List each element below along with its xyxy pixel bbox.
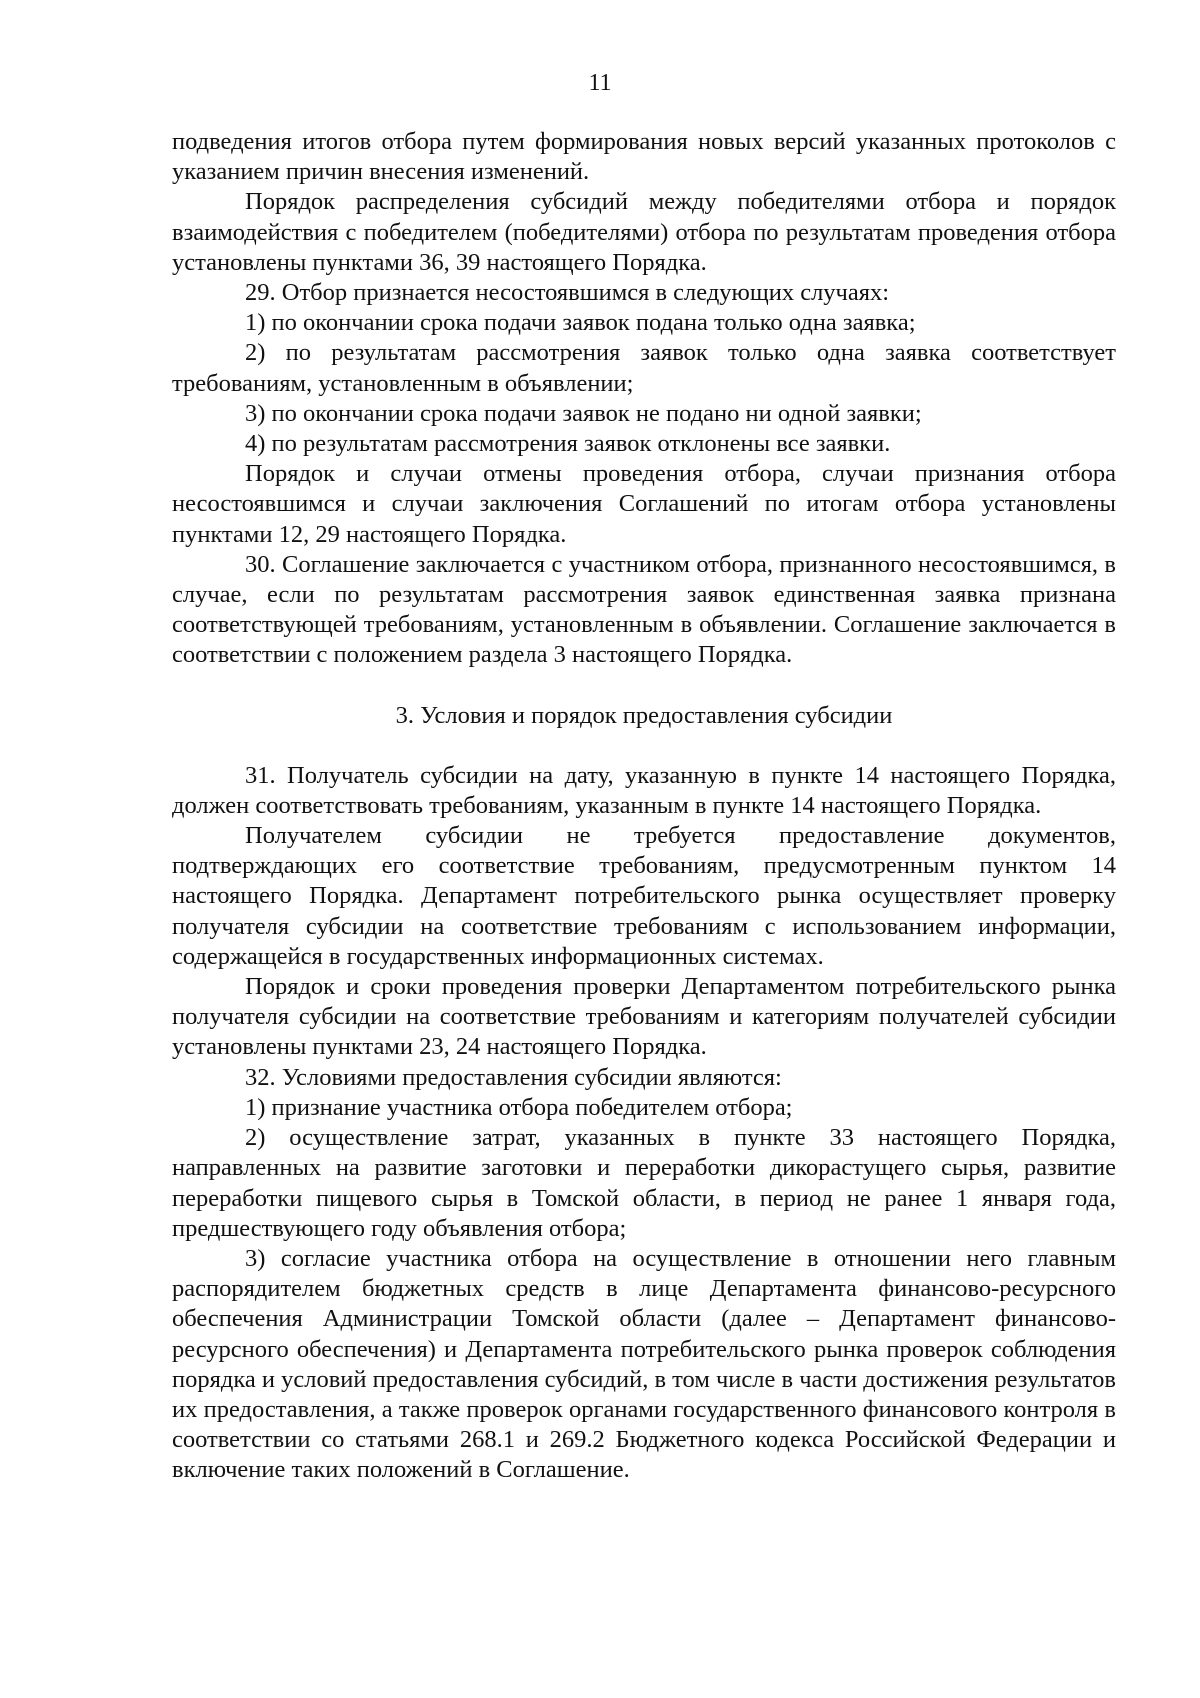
list-item: 1) признание участника отбора победителем отбора;: [245, 1093, 793, 1121]
section-heading: 3. Условия и порядок предоставления субсидии: [395, 701, 893, 729]
page-number: 11: [588, 70, 612, 96]
paragraph: Порядок и сроки проведения проверки Департаментом потребительского рынка получателя субсидии на соответствие требованиям и категориям получателей субсидии установлены пунктами 23, 24 настоящего Порядка.: [172, 973, 1116, 1061]
list-item: 1) по окончании срока подачи заявок подана только одна заявка;: [245, 309, 916, 337]
paragraph: Порядок распределения субсидий между победителями отбора и порядок взаимодействия с победителем (победителями) отбора по результатам проведения отбора установлены пунктами 36, 39 настоящего Порядка.: [172, 188, 1116, 276]
list-item: 2) осуществление затрат, указанных в пункте 33 настоящего Порядка, направленных на развитие заготовки и переработки дикорастущего сырья, развитие переработки пищевого сырья в Томской области, в период не ранее 1 января года, предшествующего году объявления отбора;: [172, 1124, 1116, 1242]
paragraph: Порядок и случаи отмены проведения отбора, случаи признания отбора несостоявшимся и случаи заключения Соглашений по итогам отбора установлены пунктами 12, 29 настоящего Порядка.: [172, 460, 1116, 548]
paragraph-item-32: 32. Условиями предоставления субсидии являются:: [245, 1063, 782, 1091]
paragraph-continuation: подведения итогов отбора путем формирования новых версий указанных протоколов с указанием причин внесения изменений.: [172, 128, 1116, 186]
list-item: 4) по результатам рассмотрения заявок отклонены все заявки.: [245, 430, 891, 458]
paragraph-item-31: 31. Получатель субсидии на дату, указанную в пункте 14 настоящего Порядка, должен соответствовать требованиям, указанным в пункте 14 настоящего Порядка.: [172, 761, 1116, 819]
list-item: 2) по результатам рассмотрения заявок только одна заявка соответствует требованиям, установленным в объявлении;: [172, 339, 1116, 397]
paragraph: Получателем субсидии не требуется предоставление документов, подтверждающих его соответствие требованиям, предусмотренным пунктом 14 настоящего Порядка. Департамент потребительского рынка осуществляет проверку получателя субсидии на соответствие требованиям с использованием информации, содержащейся в государственных информационных системах.: [172, 822, 1116, 970]
paragraph-item-29: 29. Отбор признается несостоявшимся в следующих случаях:: [245, 279, 890, 307]
list-item: 3) согласие участника отбора на осуществление в отношении него главным распорядителем бюджетных средств в лице Департамента финансово-ресурсного обеспечения Администрации Томской области (далее – Департамент финансово-ресурсного обеспечения) и Департамента потребительского рынка проверок соблюдения порядка и условий предоставления субсидий, в том числе в части достижения результатов их предоставления, а также проверок органами государственного финансового контроля в соответствии со статьями 268.1 и 269.2 Бюджетного кодекса Российской Федерации и включение таких положений в Соглашение.: [172, 1244, 1116, 1484]
list-item: 3) по окончании срока подачи заявок не подано ни одной заявки;: [245, 399, 922, 427]
paragraph-item-30: 30. Соглашение заключается с участником отбора, признанного несостоявшимся, в случае, если по результатам рассмотрения заявок единственная заявка признана соответствующей требованиям, установленным в объявлении. Соглашение заключается в соответствии с положением раздела 3 настоящего Порядка.: [172, 550, 1116, 669]
page-body: [172, 127, 1116, 1486]
